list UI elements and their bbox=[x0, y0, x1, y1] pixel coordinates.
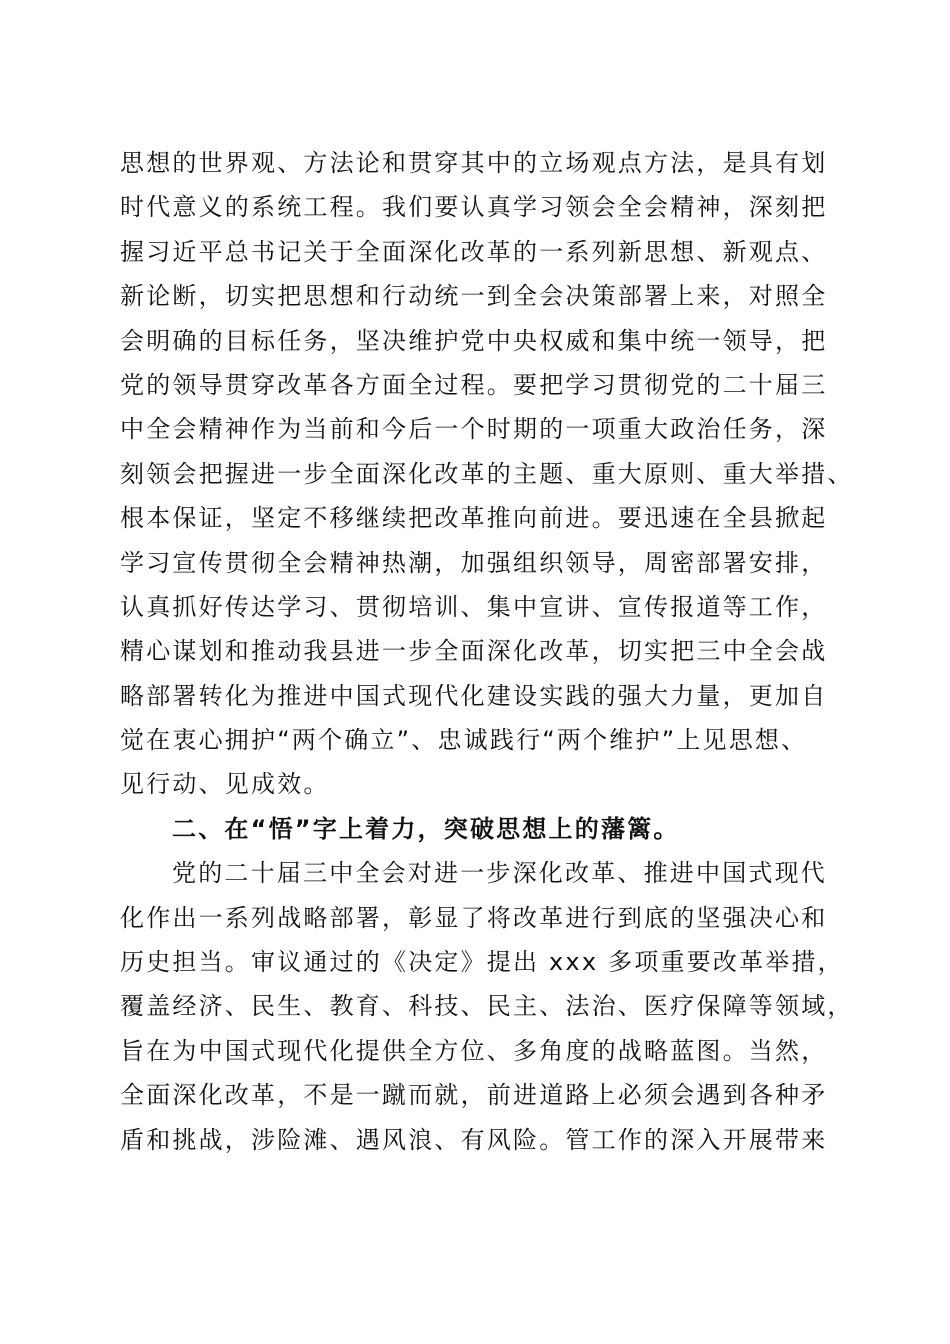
text-line: 盾和挑战，涉险滩、遇风浪、有风险。管工作的深入开展带来 bbox=[120, 1125, 828, 1154]
text-line: 思想的世界观、方法论和贯穿其中的立场观点方法，是具有划 bbox=[120, 149, 828, 177]
text-line: 会明确的目标任务，坚决维护党中央权威和集中统一领导，把 bbox=[120, 326, 828, 355]
text-line: 覆盖经济、民生、教育、科技、民主、法治、医疗保障等领域， bbox=[120, 992, 854, 1021]
paragraph-1 bbox=[120, 141, 880, 807]
text-line: 党的二十届三中全会对进一步深化改革、推进中国式现代 bbox=[172, 859, 827, 888]
text-line: 根本保证，坚定不移继续把改革推向前进。要迅速在全县掀起 bbox=[120, 504, 828, 533]
text-line: 党的领导贯穿改革各方面全过程。要把学习贯彻党的二十届三 bbox=[120, 370, 828, 399]
text-line: 历史担当。审议通过的《决定》提出 xxx 多项重要改革举措， bbox=[120, 948, 844, 977]
text-line: 时代意义的系统工程。我们要认真学习领会全会精神，深刻把 bbox=[120, 193, 828, 222]
text-line: 学习宣传贯彻全会精神热潮，加强组织领导，周密部署安排， bbox=[120, 548, 828, 577]
text-line: 略部署转化为推进中国式现代化建设实践的强大力量，更加自 bbox=[120, 681, 828, 710]
section-heading: 二、在“悟”字上着力，突破思想上的藩篱。 bbox=[172, 814, 680, 843]
document-page bbox=[120, 141, 880, 1162]
text-line: 觉在衷心拥护“两个确立”、忠诚践行“两个维护”上见思想、 bbox=[120, 726, 808, 755]
paragraph-2 bbox=[120, 851, 880, 1162]
text-line: 中全会精神作为当前和今后一个时期的一项重大政治任务，深 bbox=[120, 415, 828, 444]
text-line: 新论断，切实把思想和行动统一到全会决策部署上来，对照全 bbox=[120, 282, 828, 311]
text-line: 认真抓好传达学习、贯彻培训、集中宣讲、宣传报道等工作， bbox=[120, 592, 828, 621]
text-line: 见行动、见成效。 bbox=[120, 770, 330, 799]
text-line: 旨在为中国式现代化提供全方位、多角度的战略蓝图。当然， bbox=[120, 1036, 828, 1065]
text-line: 握习近平总书记关于全面深化改革的一系列新思想、新观点、 bbox=[120, 237, 828, 266]
text-line: 精心谋划和推动我县进一步全面深化改革，切实把三中全会战 bbox=[120, 637, 828, 666]
text-line: 化作出一系列战略部署，彰显了将改革进行到底的坚强决心和 bbox=[120, 903, 828, 932]
text-line: 刻领会把握进一步全面深化改革的主题、重大原则、重大举措、 bbox=[120, 459, 854, 488]
text-line: 全面深化改革，不是一蹴而就，前进道路上必须会遇到各种矛 bbox=[120, 1081, 828, 1110]
